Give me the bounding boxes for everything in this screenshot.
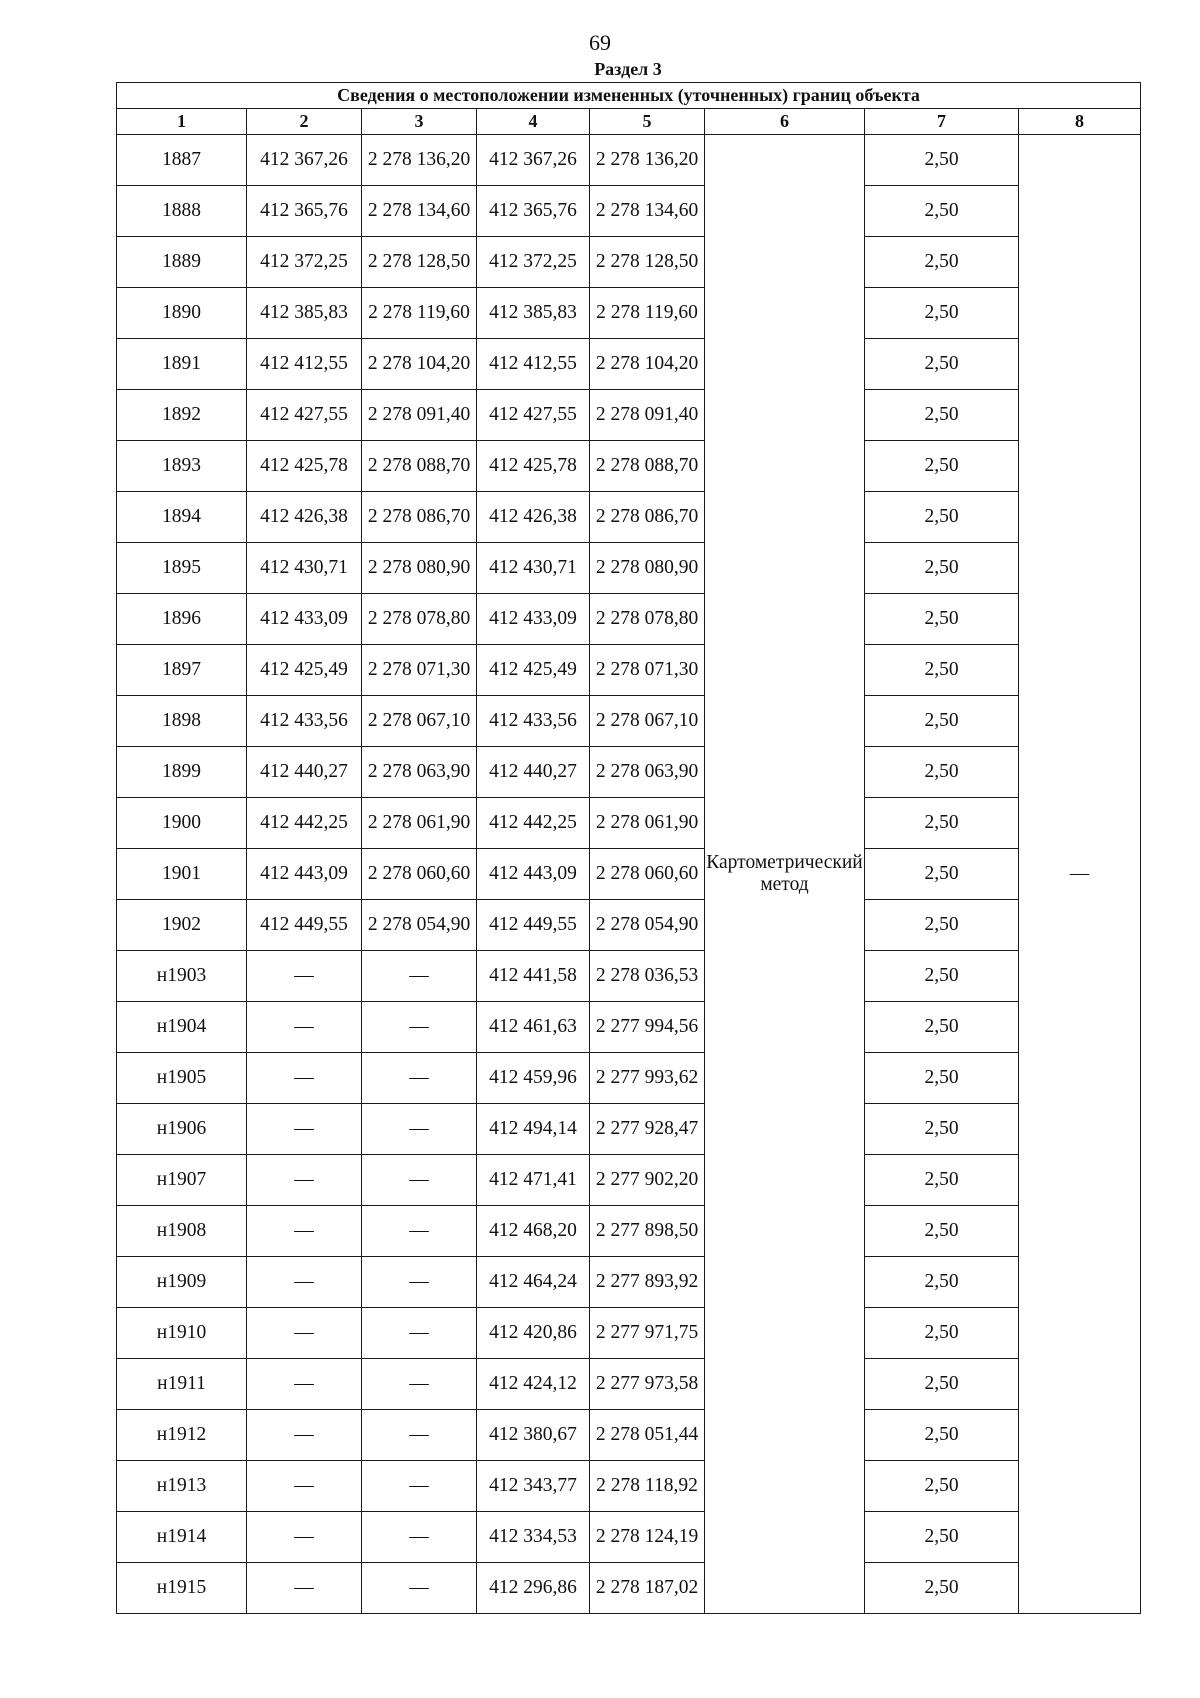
y-refined-cell: 2 278 071,30 — [590, 645, 705, 696]
y-refined-cell: 2 278 091,40 — [590, 390, 705, 441]
x-existing-cell: — — [247, 1512, 362, 1563]
y-existing-cell: 2 278 080,90 — [362, 543, 477, 594]
accuracy-cell: 2,50 — [865, 390, 1019, 441]
x-existing-cell: 412 365,76 — [247, 186, 362, 237]
point-number-cell: н1904 — [117, 1002, 247, 1053]
accuracy-cell: 2,50 — [865, 1359, 1019, 1410]
point-number-cell: 1896 — [117, 594, 247, 645]
table-row — [117, 696, 1141, 747]
y-refined-cell: 2 277 994,56 — [590, 1002, 705, 1053]
x-refined-cell: 412 343,77 — [477, 1461, 590, 1512]
table-row — [117, 1512, 1141, 1563]
accuracy-cell: 2,50 — [865, 1410, 1019, 1461]
table-row — [117, 135, 1141, 186]
y-refined-cell: 2 277 971,75 — [590, 1308, 705, 1359]
y-existing-cell: — — [362, 1053, 477, 1104]
point-number-cell: 1898 — [117, 696, 247, 747]
y-refined-cell: 2 277 893,92 — [590, 1257, 705, 1308]
x-refined-cell: 412 449,55 — [477, 900, 590, 951]
page-number: 69 — [589, 30, 611, 55]
table-row — [117, 288, 1141, 339]
table-row — [117, 747, 1141, 798]
point-number-cell: н1906 — [117, 1104, 247, 1155]
x-existing-cell: 412 372,25 — [247, 237, 362, 288]
x-refined-cell: 412 459,96 — [477, 1053, 590, 1104]
x-refined-cell: 412 425,78 — [477, 441, 590, 492]
column-header-4: 4 — [477, 109, 590, 135]
section-title: Раздел 3 — [594, 59, 662, 79]
point-number-cell: 1891 — [117, 339, 247, 390]
x-refined-cell: 412 430,71 — [477, 543, 590, 594]
y-existing-cell: 2 278 078,80 — [362, 594, 477, 645]
x-existing-cell: — — [247, 1206, 362, 1257]
point-number-cell: 1889 — [117, 237, 247, 288]
y-existing-cell: — — [362, 1410, 477, 1461]
x-existing-cell: — — [247, 1461, 362, 1512]
point-number-cell: 1894 — [117, 492, 247, 543]
column-header-7: 7 — [865, 109, 1019, 135]
point-number-cell: н1905 — [117, 1053, 247, 1104]
y-refined-cell: 2 278 078,80 — [590, 594, 705, 645]
point-number-cell: н1903 — [117, 951, 247, 1002]
point-number-cell: 1892 — [117, 390, 247, 441]
point-number-cell: н1914 — [117, 1512, 247, 1563]
x-refined-cell: 412 440,27 — [477, 747, 590, 798]
point-number-cell: 1900 — [117, 798, 247, 849]
point-number-cell: н1913 — [117, 1461, 247, 1512]
y-refined-cell: 2 277 902,20 — [590, 1155, 705, 1206]
x-refined-cell: 412 425,49 — [477, 645, 590, 696]
point-number-cell: н1907 — [117, 1155, 247, 1206]
x-existing-cell: — — [247, 1563, 362, 1614]
y-refined-cell: 2 277 973,58 — [590, 1359, 705, 1410]
y-refined-cell: 2 278 119,60 — [590, 288, 705, 339]
y-existing-cell: — — [362, 1512, 477, 1563]
column-number-row — [117, 109, 1141, 135]
y-existing-cell: — — [362, 1257, 477, 1308]
table-row — [117, 441, 1141, 492]
y-refined-cell: 2 277 928,47 — [590, 1104, 705, 1155]
y-existing-cell: — — [362, 1359, 477, 1410]
accuracy-cell: 2,50 — [865, 1155, 1019, 1206]
x-refined-cell: 412 441,58 — [477, 951, 590, 1002]
column-header-5: 5 — [590, 109, 705, 135]
y-refined-cell: 2 277 898,50 — [590, 1206, 705, 1257]
accuracy-cell: 2,50 — [865, 339, 1019, 390]
accuracy-cell: 2,50 — [865, 288, 1019, 339]
x-refined-cell: 412 334,53 — [477, 1512, 590, 1563]
boundary-coordinates-table — [116, 82, 1141, 1614]
y-existing-cell: 2 278 060,60 — [362, 849, 477, 900]
x-existing-cell: — — [247, 1410, 362, 1461]
accuracy-cell: 2,50 — [865, 1512, 1019, 1563]
y-existing-cell: 2 278 061,90 — [362, 798, 477, 849]
x-existing-cell: 412 430,71 — [247, 543, 362, 594]
x-refined-cell: 412 365,76 — [477, 186, 590, 237]
x-existing-cell: — — [247, 1359, 362, 1410]
table-row — [117, 1206, 1141, 1257]
accuracy-cell: 2,50 — [865, 1563, 1019, 1614]
table-row — [117, 1308, 1141, 1359]
y-refined-cell: 2 278 118,92 — [590, 1461, 705, 1512]
x-existing-cell: 412 427,55 — [247, 390, 362, 441]
column-header-8: 8 — [1019, 109, 1141, 135]
x-refined-cell: 412 442,25 — [477, 798, 590, 849]
accuracy-cell: 2,50 — [865, 645, 1019, 696]
table-row — [117, 1563, 1141, 1614]
table-row — [117, 594, 1141, 645]
x-existing-cell: 412 449,55 — [247, 900, 362, 951]
table-row — [117, 339, 1141, 390]
table-row — [117, 951, 1141, 1002]
x-refined-cell: 412 426,38 — [477, 492, 590, 543]
table-row — [117, 543, 1141, 594]
accuracy-cell: 2,50 — [865, 1104, 1019, 1155]
table-row — [117, 237, 1141, 288]
y-existing-cell: 2 278 091,40 — [362, 390, 477, 441]
x-existing-cell: — — [247, 1308, 362, 1359]
accuracy-cell: 2,50 — [865, 1257, 1019, 1308]
y-refined-cell: 2 278 136,20 — [590, 135, 705, 186]
x-refined-cell: 412 380,67 — [477, 1410, 590, 1461]
accuracy-cell: 2,50 — [865, 1308, 1019, 1359]
accuracy-cell: 2,50 — [865, 186, 1019, 237]
table-row — [117, 1359, 1141, 1410]
y-existing-cell: — — [362, 1155, 477, 1206]
x-refined-cell: 412 420,86 — [477, 1308, 590, 1359]
accuracy-cell: 2,50 — [865, 900, 1019, 951]
point-number-cell: 1901 — [117, 849, 247, 900]
column-header-6: 6 — [705, 109, 865, 135]
point-number-cell: н1911 — [117, 1359, 247, 1410]
y-existing-cell: — — [362, 1002, 477, 1053]
table-row — [117, 1155, 1141, 1206]
x-existing-cell: 412 426,38 — [247, 492, 362, 543]
y-refined-cell: 2 278 187,02 — [590, 1563, 705, 1614]
y-existing-cell: 2 278 136,20 — [362, 135, 477, 186]
accuracy-cell: 2,50 — [865, 237, 1019, 288]
x-existing-cell: — — [247, 1257, 362, 1308]
y-existing-cell: 2 278 088,70 — [362, 441, 477, 492]
accuracy-cell: 2,50 — [865, 594, 1019, 645]
point-number-cell: 1899 — [117, 747, 247, 798]
table-row — [117, 1053, 1141, 1104]
y-refined-cell: 2 278 051,44 — [590, 1410, 705, 1461]
point-number-cell: н1915 — [117, 1563, 247, 1614]
table-row — [117, 1461, 1141, 1512]
table-body — [117, 135, 1141, 1614]
y-refined-cell: 2 277 993,62 — [590, 1053, 705, 1104]
accuracy-cell: 2,50 — [865, 1461, 1019, 1512]
y-existing-cell: 2 278 054,90 — [362, 900, 477, 951]
accuracy-cell: 2,50 — [865, 135, 1019, 186]
table-row — [117, 1002, 1141, 1053]
y-refined-cell: 2 278 054,90 — [590, 900, 705, 951]
x-existing-cell: 412 443,09 — [247, 849, 362, 900]
y-existing-cell: 2 278 134,60 — [362, 186, 477, 237]
accuracy-cell: 2,50 — [865, 747, 1019, 798]
x-existing-cell: 412 433,56 — [247, 696, 362, 747]
y-refined-cell: 2 278 063,90 — [590, 747, 705, 798]
table-row — [117, 1257, 1141, 1308]
x-refined-cell: 412 464,24 — [477, 1257, 590, 1308]
x-refined-cell: 412 468,20 — [477, 1206, 590, 1257]
y-refined-cell: 2 278 104,20 — [590, 339, 705, 390]
point-number-cell: н1909 — [117, 1257, 247, 1308]
x-refined-cell: 412 296,86 — [477, 1563, 590, 1614]
table-row — [117, 1104, 1141, 1155]
x-existing-cell: — — [247, 1104, 362, 1155]
y-refined-cell: 2 278 124,19 — [590, 1512, 705, 1563]
y-refined-cell: 2 278 134,60 — [590, 186, 705, 237]
x-refined-cell: 412 494,14 — [477, 1104, 590, 1155]
accuracy-cell: 2,50 — [865, 849, 1019, 900]
y-refined-cell: 2 278 036,53 — [590, 951, 705, 1002]
y-existing-cell: — — [362, 1206, 477, 1257]
y-existing-cell: — — [362, 951, 477, 1002]
y-refined-cell: 2 278 080,90 — [590, 543, 705, 594]
table-row — [117, 390, 1141, 441]
column-header-1: 1 — [117, 109, 247, 135]
y-existing-cell: 2 278 086,70 — [362, 492, 477, 543]
column-header-3: 3 — [362, 109, 477, 135]
x-existing-cell: 412 385,83 — [247, 288, 362, 339]
table-row — [117, 492, 1141, 543]
y-refined-cell: 2 278 128,50 — [590, 237, 705, 288]
accuracy-cell: 2,50 — [865, 696, 1019, 747]
x-refined-cell: 412 367,26 — [477, 135, 590, 186]
accuracy-cell: 2,50 — [865, 1002, 1019, 1053]
accuracy-cell: 2,50 — [865, 441, 1019, 492]
x-refined-cell: 412 427,55 — [477, 390, 590, 441]
x-existing-cell: 412 442,25 — [247, 798, 362, 849]
point-number-cell: н1910 — [117, 1308, 247, 1359]
y-existing-cell: — — [362, 1461, 477, 1512]
y-refined-cell: 2 278 060,60 — [590, 849, 705, 900]
accuracy-cell: 2,50 — [865, 1206, 1019, 1257]
y-existing-cell: 2 278 104,20 — [362, 339, 477, 390]
table-row — [117, 900, 1141, 951]
x-existing-cell: 412 425,78 — [247, 441, 362, 492]
x-existing-cell: 412 425,49 — [247, 645, 362, 696]
x-refined-cell: 412 443,09 — [477, 849, 590, 900]
table-title: Сведения о местоположении измененных (уточненных) границ объекта — [117, 83, 1141, 109]
x-refined-cell: 412 433,56 — [477, 696, 590, 747]
y-existing-cell: 2 278 119,60 — [362, 288, 477, 339]
table-row — [117, 849, 1141, 900]
method-cell: Картометрический метод — [705, 135, 865, 1614]
x-refined-cell: 412 412,55 — [477, 339, 590, 390]
x-existing-cell: — — [247, 951, 362, 1002]
point-number-cell: 1893 — [117, 441, 247, 492]
point-number-cell: 1890 — [117, 288, 247, 339]
point-number-cell: 1902 — [117, 900, 247, 951]
x-refined-cell: 412 461,63 — [477, 1002, 590, 1053]
point-number-cell: 1895 — [117, 543, 247, 594]
y-refined-cell: 2 278 067,10 — [590, 696, 705, 747]
accuracy-cell: 2,50 — [865, 951, 1019, 1002]
x-existing-cell: — — [247, 1155, 362, 1206]
point-number-cell: 1897 — [117, 645, 247, 696]
x-existing-cell: — — [247, 1053, 362, 1104]
table-row — [117, 798, 1141, 849]
note-cell: — — [1019, 135, 1141, 1614]
table-title-row — [117, 83, 1141, 109]
x-existing-cell: 412 367,26 — [247, 135, 362, 186]
point-number-cell: н1912 — [117, 1410, 247, 1461]
y-existing-cell: 2 278 063,90 — [362, 747, 477, 798]
y-existing-cell: 2 278 071,30 — [362, 645, 477, 696]
y-refined-cell: 2 278 086,70 — [590, 492, 705, 543]
x-refined-cell: 412 471,41 — [477, 1155, 590, 1206]
accuracy-cell: 2,50 — [865, 798, 1019, 849]
y-refined-cell: 2 278 088,70 — [590, 441, 705, 492]
accuracy-cell: 2,50 — [865, 492, 1019, 543]
accuracy-cell: 2,50 — [865, 543, 1019, 594]
x-existing-cell: 412 412,55 — [247, 339, 362, 390]
y-existing-cell: — — [362, 1563, 477, 1614]
y-existing-cell: 2 278 128,50 — [362, 237, 477, 288]
x-existing-cell: — — [247, 1002, 362, 1053]
table-row — [117, 645, 1141, 696]
y-existing-cell: — — [362, 1104, 477, 1155]
x-refined-cell: 412 385,83 — [477, 288, 590, 339]
y-existing-cell: 2 278 067,10 — [362, 696, 477, 747]
table-row — [117, 1410, 1141, 1461]
x-refined-cell: 412 424,12 — [477, 1359, 590, 1410]
point-number-cell: 1888 — [117, 186, 247, 237]
point-number-cell: 1887 — [117, 135, 247, 186]
accuracy-cell: 2,50 — [865, 1053, 1019, 1104]
x-existing-cell: 412 440,27 — [247, 747, 362, 798]
y-existing-cell: — — [362, 1308, 477, 1359]
column-header-2: 2 — [247, 109, 362, 135]
x-refined-cell: 412 372,25 — [477, 237, 590, 288]
point-number-cell: н1908 — [117, 1206, 247, 1257]
x-existing-cell: 412 433,09 — [247, 594, 362, 645]
x-refined-cell: 412 433,09 — [477, 594, 590, 645]
y-refined-cell: 2 278 061,90 — [590, 798, 705, 849]
table-row — [117, 186, 1141, 237]
